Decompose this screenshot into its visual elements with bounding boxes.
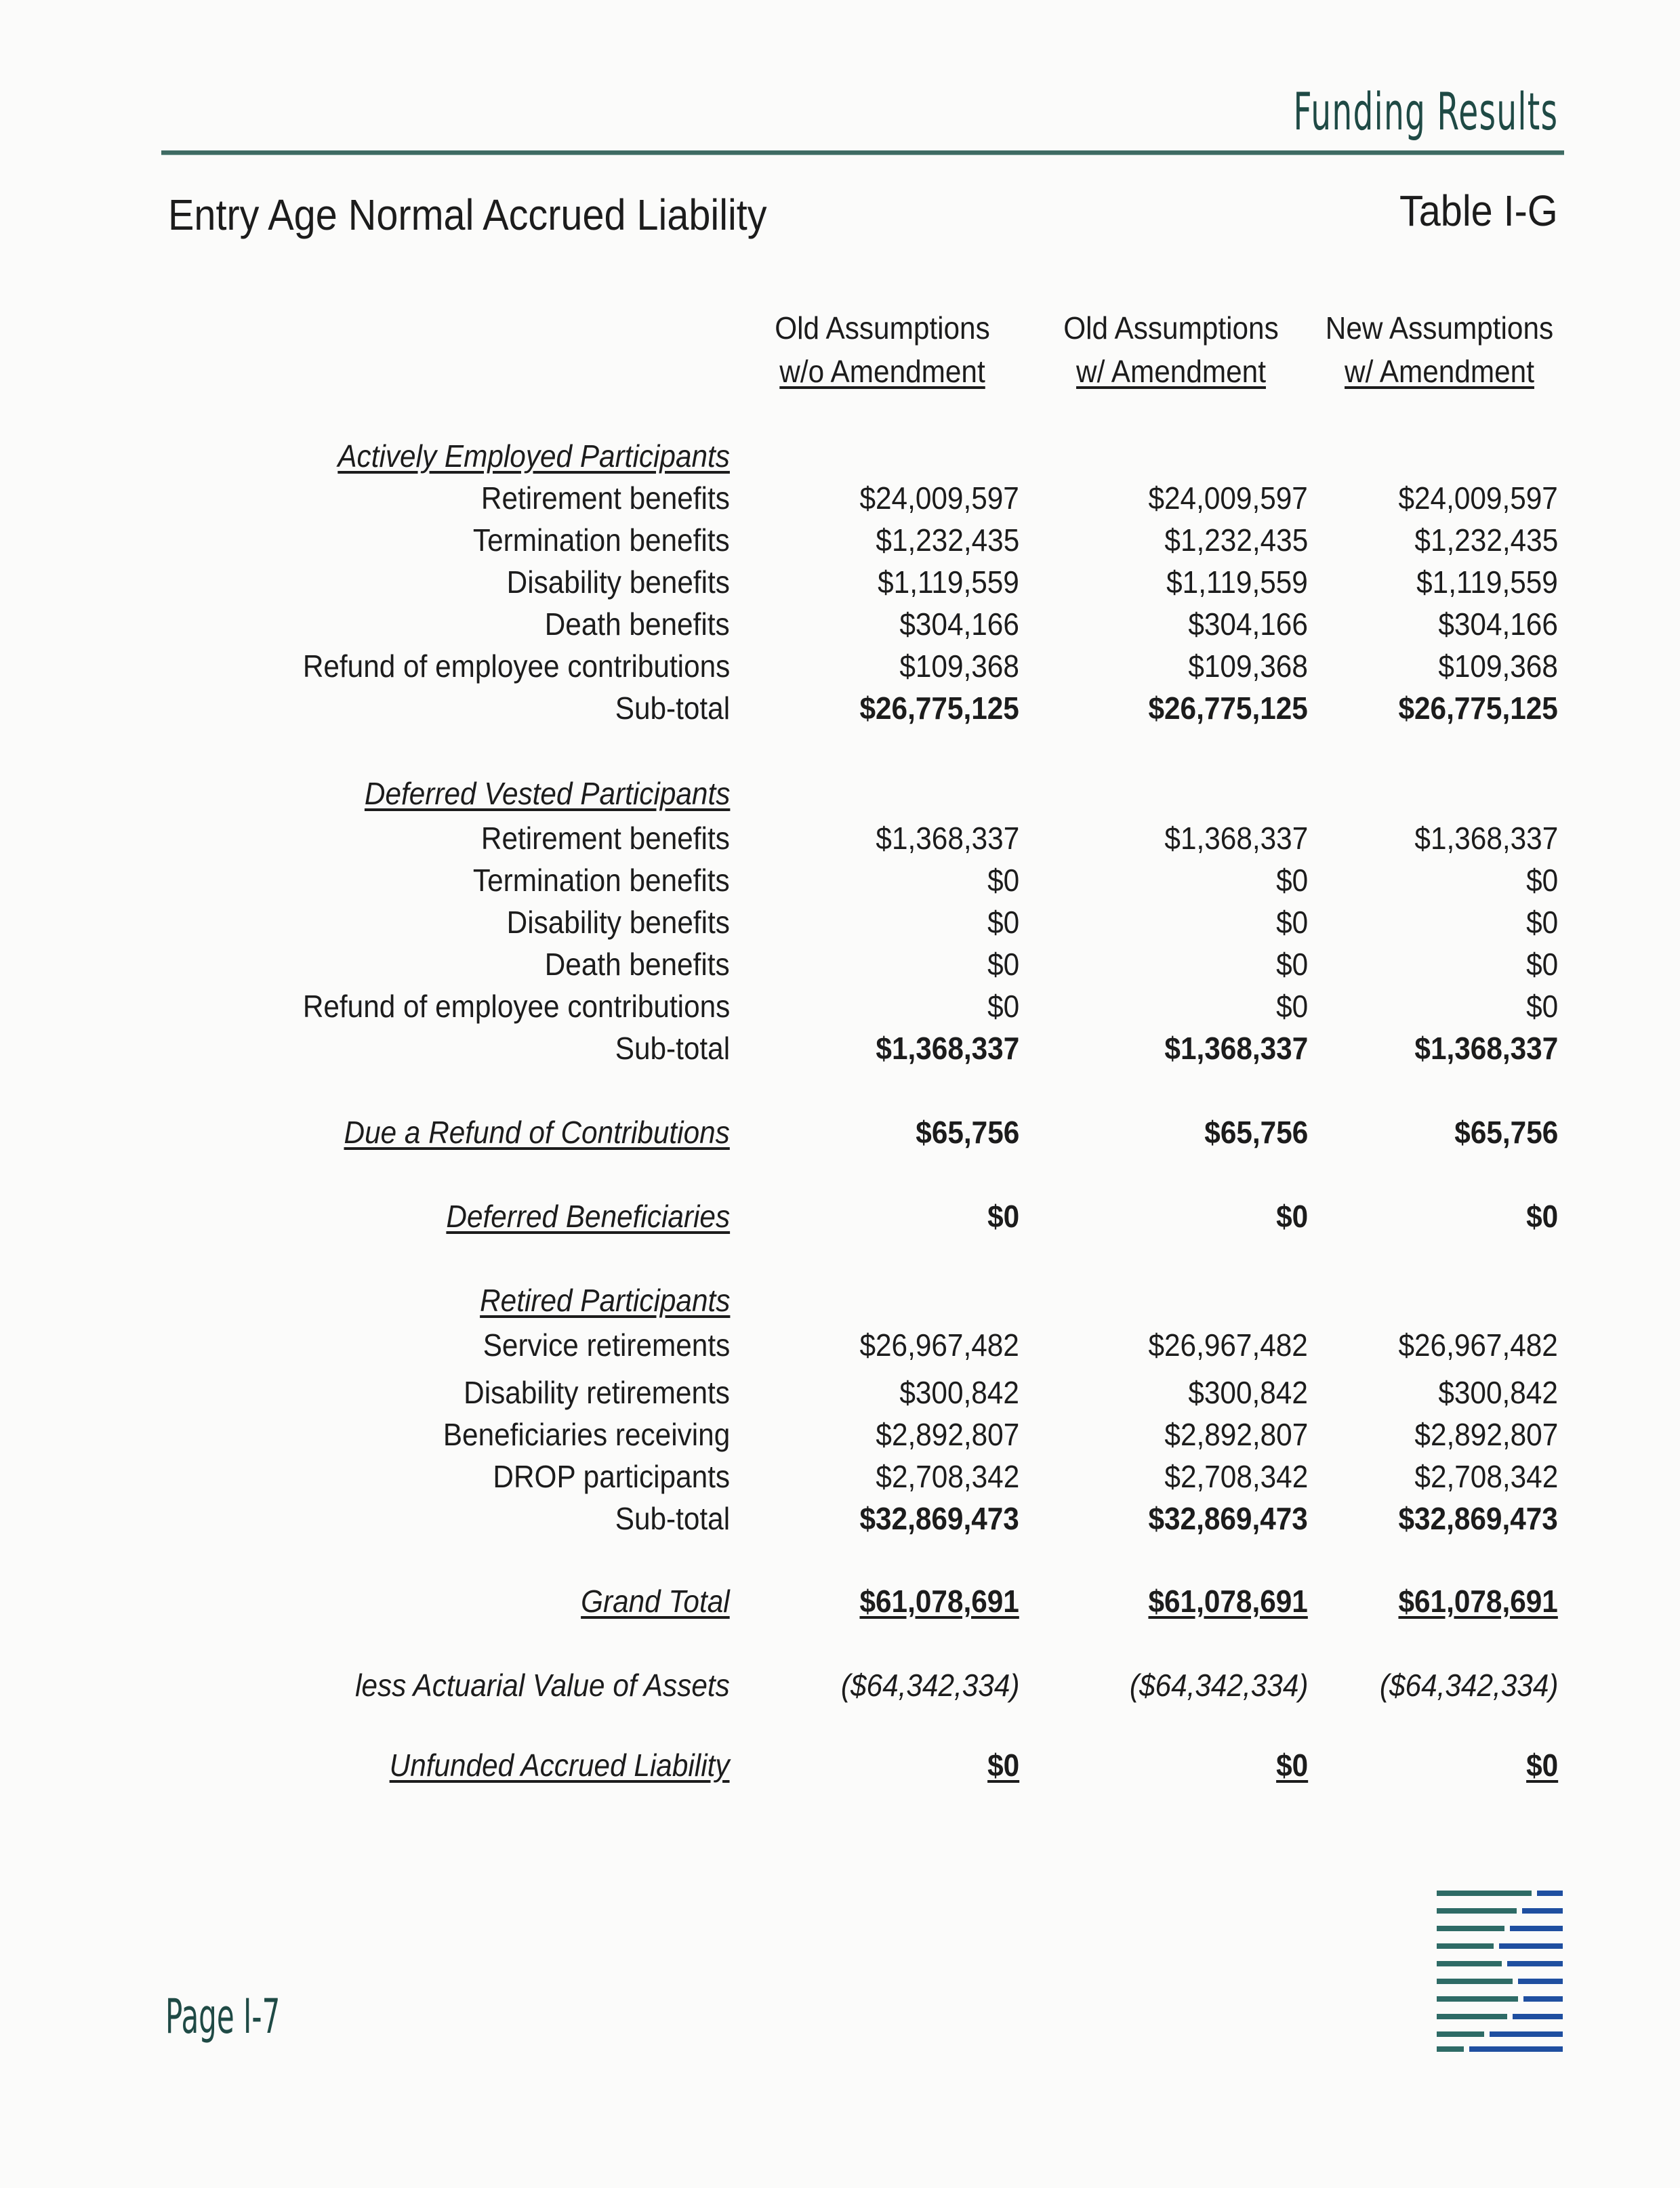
subtotal-row xyxy=(0,1030,1680,1071)
row-value-col3: ($64,342,334) xyxy=(1379,1668,1558,1703)
row-value-col2: $24,009,597 xyxy=(1148,480,1308,516)
row-value-col3: $0 xyxy=(1525,863,1558,898)
row-value-col2: $0 xyxy=(1275,1748,1308,1783)
row-label: Sub-total xyxy=(615,690,730,726)
column-header-3-line2: w/ Amendment xyxy=(1345,354,1534,389)
row-value-col2: $65,756 xyxy=(1204,1115,1308,1150)
row-value-col3: $0 xyxy=(1525,947,1558,982)
group-header-retired xyxy=(0,1282,1680,1323)
row-value-col1: $304,166 xyxy=(899,606,1019,642)
row-value-col3: $0 xyxy=(1525,1199,1558,1234)
table-row xyxy=(0,904,1680,945)
row-value-col1: $26,967,482 xyxy=(859,1327,1019,1363)
table-row xyxy=(0,648,1680,688)
row-value-col1: ($64,342,334) xyxy=(840,1668,1019,1703)
row-value-col2: $1,368,337 xyxy=(1164,821,1308,856)
logo-stripes xyxy=(1437,1891,1563,2052)
table-row xyxy=(0,862,1680,903)
table-row xyxy=(0,480,1680,520)
row-label: Service retirements xyxy=(483,1327,730,1363)
row-value-col1: $1,119,559 xyxy=(878,564,1019,600)
row-value-col2: ($64,342,334) xyxy=(1129,1668,1308,1703)
row-label: Sub-total xyxy=(615,1031,730,1066)
row-value-col2: $1,232,435 xyxy=(1164,522,1308,558)
row-label: DROP participants xyxy=(493,1459,730,1494)
row-value-col2: $0 xyxy=(1275,947,1308,982)
section-tag: Funding Results xyxy=(1293,81,1558,142)
row-label: Refund of employee contributions xyxy=(302,989,730,1024)
subtotal-row xyxy=(0,1500,1680,1541)
row-value-col2: $61,078,691 xyxy=(1148,1584,1308,1619)
row-value-col1: $26,775,125 xyxy=(859,690,1019,726)
table-row xyxy=(0,564,1680,604)
row-value-col2: $2,892,807 xyxy=(1164,1417,1308,1452)
group-header-active xyxy=(0,438,1680,478)
row-value-col1: $0 xyxy=(987,905,1019,940)
row-label: Retirement benefits xyxy=(481,480,730,516)
row-value-col3: $61,078,691 xyxy=(1398,1584,1558,1619)
table-row xyxy=(0,820,1680,861)
row-value-col3: $1,368,337 xyxy=(1414,821,1558,856)
row-value-col2: $0 xyxy=(1275,905,1308,940)
row-value-col2: $32,869,473 xyxy=(1148,1501,1308,1536)
page-number: Page I-7 xyxy=(165,1989,281,2044)
segal-logo-icon xyxy=(1435,1891,1564,2053)
grand-total-row xyxy=(0,1583,1680,1624)
row-label: Disability benefits xyxy=(506,564,730,600)
unfunded-row xyxy=(0,1747,1680,1788)
page-title: Entry Age Normal Accrued Liability xyxy=(168,190,767,239)
row-value-col3: $1,368,337 xyxy=(1414,1031,1558,1066)
table-row xyxy=(0,606,1680,646)
row-label: Sub-total xyxy=(615,1501,730,1536)
deferred-beneficiaries-row xyxy=(0,1198,1680,1239)
row-value-col2: $26,775,125 xyxy=(1148,690,1308,726)
column-header-1 xyxy=(745,306,1020,393)
row-value-col3: $109,368 xyxy=(1438,648,1558,684)
subtotal-row xyxy=(0,690,1680,730)
row-value-col1: $1,368,337 xyxy=(876,821,1019,856)
row-value-col1: $0 xyxy=(987,989,1019,1024)
row-label: Death benefits xyxy=(545,606,730,642)
row-label: Deferred Vested Participants xyxy=(364,776,730,811)
column-header-2-line2: w/ Amendment xyxy=(1076,354,1266,389)
row-label: Grand Total xyxy=(581,1584,730,1619)
header-rule xyxy=(161,150,1564,155)
assets-row xyxy=(0,1667,1680,1708)
column-header-2 xyxy=(1034,306,1309,393)
row-value-col1: $0 xyxy=(987,947,1019,982)
row-value-col1: $109,368 xyxy=(899,648,1019,684)
row-value-col3: $0 xyxy=(1525,1748,1558,1783)
row-value-col3: $65,756 xyxy=(1454,1115,1558,1150)
table-row xyxy=(0,1374,1680,1415)
row-value-col2: $26,967,482 xyxy=(1148,1327,1308,1363)
row-value-col3: $0 xyxy=(1525,905,1558,940)
row-label: less Actuarial Value of Assets xyxy=(355,1668,730,1703)
row-label: Retired Participants xyxy=(479,1283,730,1318)
column-header-1-line1: Old Assumptions xyxy=(775,310,990,346)
group-header-deferred-vested xyxy=(0,775,1680,816)
row-label: Termination benefits xyxy=(473,522,730,558)
row-value-col3: $32,869,473 xyxy=(1398,1501,1558,1536)
row-label: Refund of employee contributions xyxy=(302,648,730,684)
row-value-col1: $24,009,597 xyxy=(859,480,1019,516)
row-label: Termination benefits xyxy=(473,863,730,898)
table-row xyxy=(0,1416,1680,1457)
row-value-col1: $1,368,337 xyxy=(876,1031,1019,1066)
row-value-col2: $304,166 xyxy=(1188,606,1308,642)
row-value-col1: $0 xyxy=(987,1748,1019,1783)
row-value-col2: $2,708,342 xyxy=(1164,1459,1308,1494)
row-value-col2: $0 xyxy=(1275,989,1308,1024)
row-label: Retirement benefits xyxy=(481,821,730,856)
row-value-col1: $32,869,473 xyxy=(859,1501,1019,1536)
row-value-col1: $65,756 xyxy=(916,1115,1019,1150)
table-row xyxy=(0,1327,1680,1367)
row-value-col1: $300,842 xyxy=(899,1375,1019,1410)
row-value-col3: $304,166 xyxy=(1438,606,1558,642)
row-label: Due a Refund of Contributions xyxy=(344,1115,730,1150)
table-id: Table I-G xyxy=(1399,186,1558,235)
row-value-col3: $0 xyxy=(1525,989,1558,1024)
row-label: Disability benefits xyxy=(506,905,730,940)
row-value-col3: $1,119,559 xyxy=(1416,564,1558,600)
table-row xyxy=(0,522,1680,562)
row-label: Deferred Beneficiaries xyxy=(446,1199,730,1234)
table-row xyxy=(0,946,1680,987)
row-value-col2: $1,119,559 xyxy=(1166,564,1308,600)
row-value-col3: $2,708,342 xyxy=(1414,1459,1558,1494)
row-value-col2: $109,368 xyxy=(1188,648,1308,684)
row-value-col1: $0 xyxy=(987,863,1019,898)
row-label: Beneficiaries receiving xyxy=(443,1417,730,1452)
row-value-col1: $2,892,807 xyxy=(876,1417,1019,1452)
column-header-3-line1: New Assumptions xyxy=(1325,310,1554,346)
table-row xyxy=(0,1458,1680,1499)
refund-row xyxy=(0,1114,1680,1155)
row-value-col3: $1,232,435 xyxy=(1414,522,1558,558)
row-value-col2: $0 xyxy=(1275,863,1308,898)
row-value-col3: $300,842 xyxy=(1438,1375,1558,1410)
row-value-col2: $0 xyxy=(1275,1199,1308,1234)
row-value-col2: $1,368,337 xyxy=(1164,1031,1308,1066)
row-value-col2: $300,842 xyxy=(1188,1375,1308,1410)
column-header-2-line1: Old Assumptions xyxy=(1063,310,1279,346)
row-value-col1: $0 xyxy=(987,1199,1019,1234)
column-header-3 xyxy=(1303,306,1577,393)
row-value-col3: $2,892,807 xyxy=(1414,1417,1558,1452)
row-value-col3: $26,967,482 xyxy=(1398,1327,1558,1363)
column-header-1-line2: w/o Amendment xyxy=(779,354,985,389)
table-row xyxy=(0,988,1680,1029)
row-value-col3: $26,775,125 xyxy=(1398,690,1558,726)
row-label: Death benefits xyxy=(545,947,730,982)
row-value-col1: $61,078,691 xyxy=(859,1584,1019,1619)
row-value-col3: $24,009,597 xyxy=(1398,480,1558,516)
row-value-col1: $1,232,435 xyxy=(876,522,1019,558)
row-label: Actively Employed Participants xyxy=(337,438,730,474)
row-value-col1: $2,708,342 xyxy=(876,1459,1019,1494)
row-label: Disability retirements xyxy=(464,1375,730,1410)
row-label: Unfunded Accrued Liability xyxy=(390,1748,730,1783)
